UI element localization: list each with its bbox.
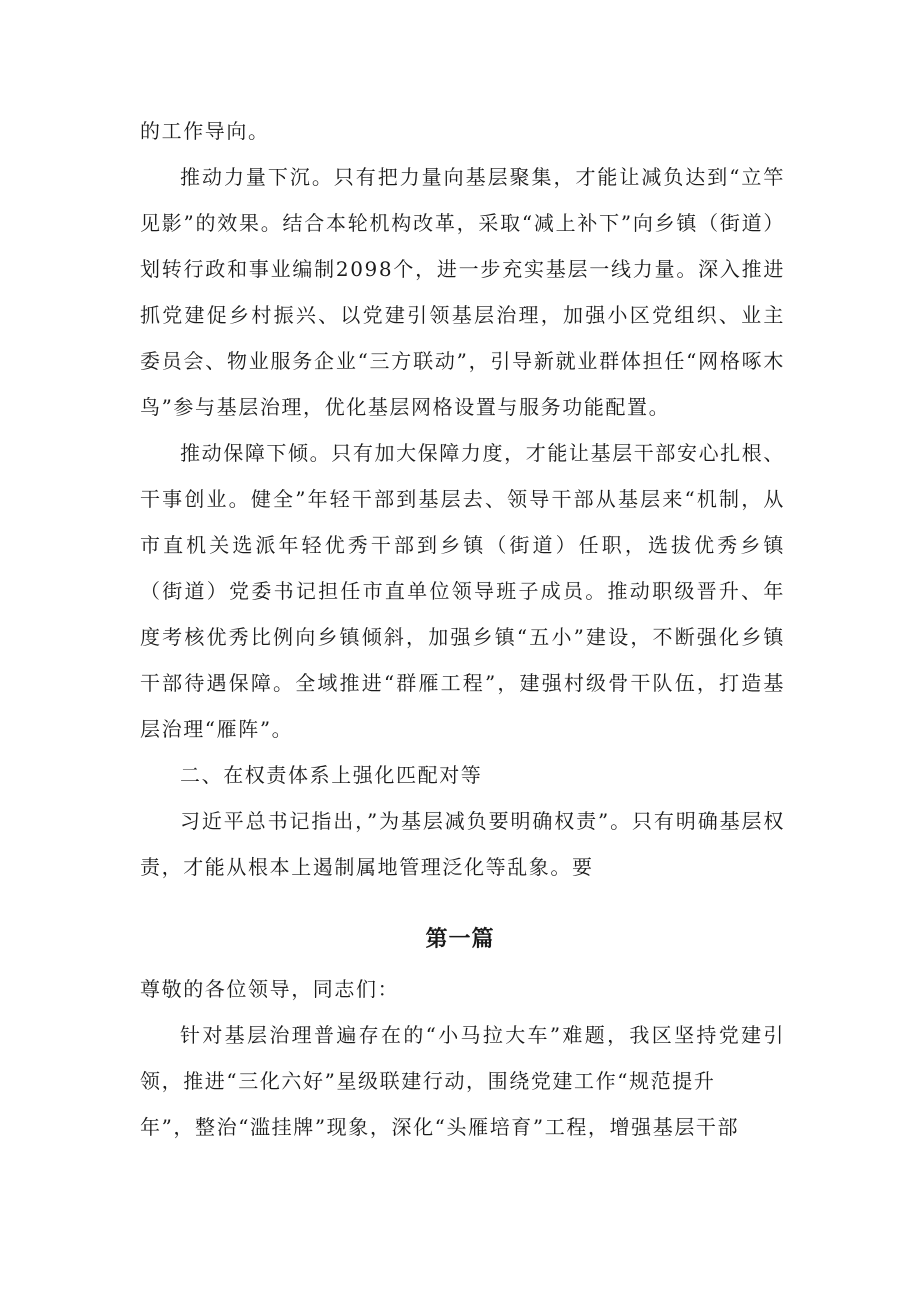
paragraph-intro-part-a: 针对基层治理普遍存在的“小马拉大车”难题，我区坚持党建引领，推进“三化六好”星级联建行动，围绕党建工作“规范提升 — [140, 1023, 785, 1093]
top-text-section — [140, 108, 785, 890]
section-heading-two: 二、在权责体系上强化匹配对等 — [180, 763, 483, 787]
salutation: 尊敬的各位领导，同志们： — [140, 977, 400, 1001]
paragraph-guarantee-downward: 推动保障下倾。只有加大保障力度，才能让基层干部安心扎根、干事创业。健全”年轻干部到基层去、领导干部从基层来“机制，从市直机关选派年轻优秀干部到乡镇（街道）任职，选拔优秀乡镇（街道）党委书记担任市直单位领导班子成员。推动职级晋升、年度考核优秀比例向乡镇倾斜，加强乡镇“五小”建设，不断强化乡镇干部待遇保障。全域推进“群雁工程”，建强村级骨干队伍，打造基层治理“雁阵”。 — [140, 441, 785, 741]
bottom-text-section — [140, 966, 785, 1150]
paragraph-continuation: 的工作导向。 — [140, 119, 270, 143]
chapter-title: 第一篇 — [425, 927, 495, 952]
paragraph-xi-quote: 习近平总书记指出，”为基层减负要明确权责”。只有明确基层权责，才能从根本上遏制属地管理泛化等乱象。要 — [140, 809, 785, 879]
paragraph-intro-part-b: 年”，整治“滥挂牌”现象，深化“头雁培育”工程，增强基层干部 — [140, 1115, 740, 1139]
paragraph-force-downward: 推动力量下沉。只有把力量向基层聚集，才能让减负达到“立竿见影”的效果。结合本轮机构改革，采取“减上补下”向乡镇（街道）划转行政和事业编制2098个，进一步充实基层一线力量。深入推进抓党建促乡村振兴、以党建引领基层治理，加强小区党组织、业主委员会、物业服务企业“三方联动”，引导新就业群体担任“网格啄木鸟”参与基层治理，优化基层网格设置与服务功能配置。 — [140, 165, 785, 419]
